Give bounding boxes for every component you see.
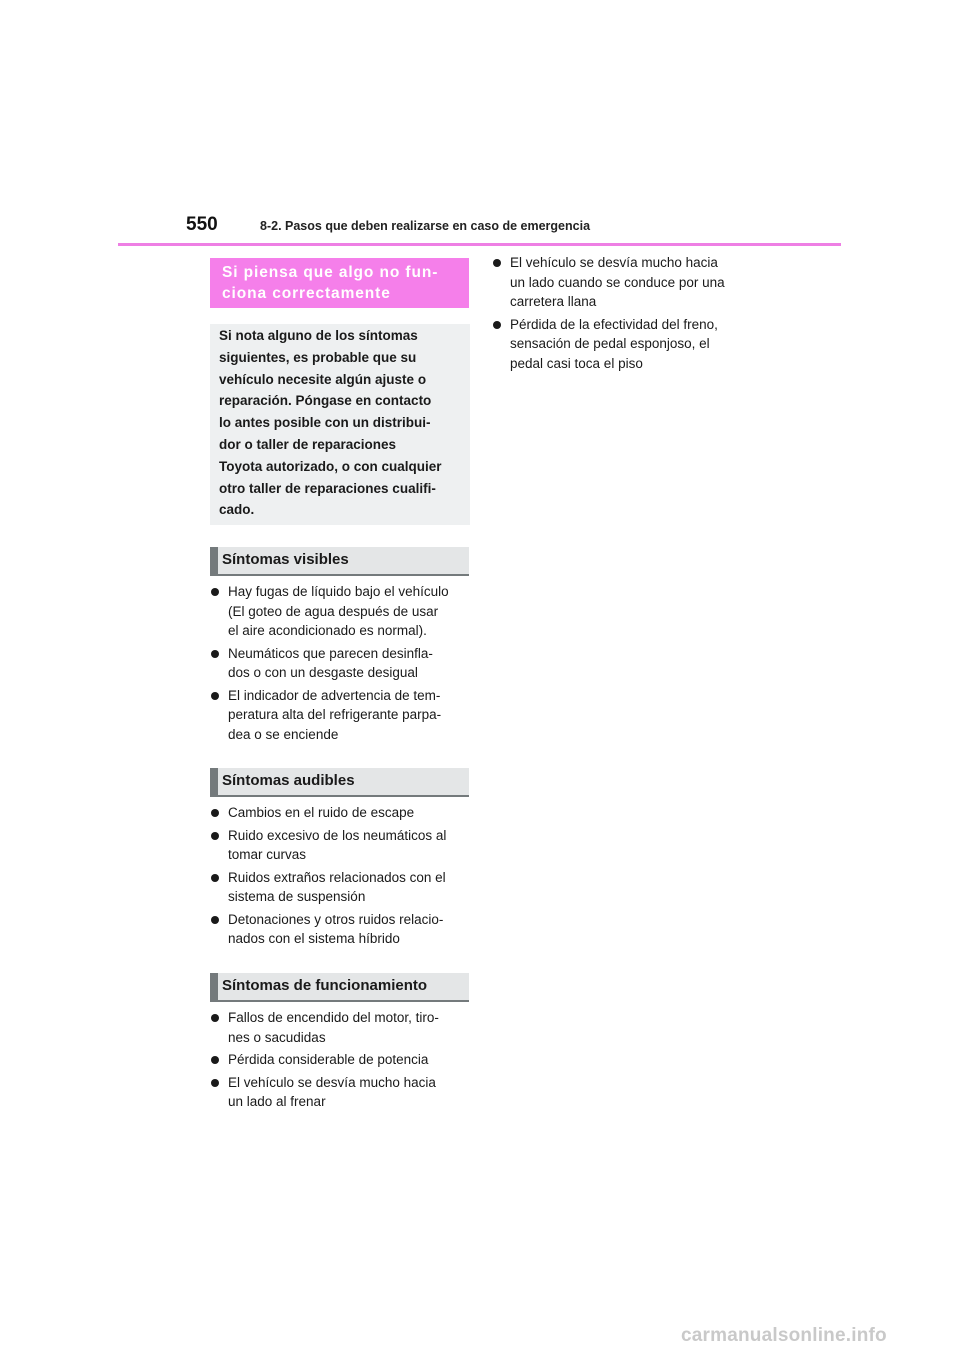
item-line: nados con el sistema híbrido	[228, 931, 400, 946]
item-line: sistema de suspensión	[228, 889, 366, 904]
item-line: Ruidos extraños relacionados con el	[228, 869, 446, 885]
item-line: Hay fugas de líquido bajo el vehículo	[228, 584, 449, 599]
list-item	[210, 910, 475, 949]
visible-symptoms-list	[210, 582, 475, 747]
item-line: nes o sacudidas	[228, 1029, 326, 1045]
bullet-icon	[211, 832, 219, 840]
notice-line: reparación. Póngase en contacto	[219, 393, 432, 409]
item-line: dos o con un desgaste desigual	[228, 665, 418, 680]
item-line: Pérdida de la efectividad del freno,	[510, 316, 718, 332]
bullet-icon	[211, 1014, 219, 1022]
notice-box	[210, 324, 470, 525]
list-item	[210, 1073, 475, 1112]
item-line: Neumáticos que parecen desinfla-	[228, 645, 433, 661]
item-line: Fallos de encendido del motor, tiro-	[228, 1010, 439, 1025]
item-line: El vehículo se desvía mucho hacia	[228, 1074, 436, 1090]
item-line: carretera llana	[510, 294, 597, 309]
item-line: peratura alta del refrigerante parpa-	[228, 707, 442, 722]
bullet-icon	[211, 916, 219, 924]
list-item	[210, 1050, 475, 1070]
list-item	[210, 644, 475, 683]
item-line: Cambios en el ruido de escape	[228, 805, 415, 820]
item-line: Pérdida considerable de potencia	[228, 1052, 429, 1067]
item-line: (El goteo de agua después de usar	[228, 603, 439, 619]
item-line: dea o se enciende	[228, 726, 339, 742]
bullet-icon	[211, 588, 219, 596]
item-line: tomar curvas	[228, 847, 307, 862]
bullet-icon	[493, 321, 501, 329]
notice-line: vehículo necesite algún ajuste o	[219, 371, 427, 387]
list-item	[210, 686, 475, 745]
notice-line: cado.	[219, 502, 255, 518]
bullet-icon	[211, 650, 219, 658]
bullet-icon	[211, 809, 219, 817]
item-line: sensación de pedal esponjoso, el	[510, 336, 710, 351]
notice-line: Si nota alguno de los síntomas	[219, 328, 418, 343]
item-line: El indicador de advertencia de tem-	[228, 687, 441, 703]
list-item	[210, 803, 475, 823]
audible-symptoms-list	[210, 803, 475, 952]
watermark-text: carmanualsonline.info	[681, 1325, 887, 1346]
running-header: 8-2. Pasos que deben realizarse en caso de emergencia	[260, 219, 591, 233]
operational-symptoms-list-continued	[492, 253, 754, 376]
notice-line: lo antes posible con un distribui-	[219, 415, 431, 431]
notice-line: Toyota autorizado, o con cualquier	[219, 458, 442, 474]
list-item	[210, 868, 475, 907]
header-rule	[118, 243, 841, 246]
notice-line: dor o taller de reparaciones	[219, 436, 397, 452]
bullet-icon	[211, 874, 219, 882]
subheading-audible: Síntomas audibles	[210, 768, 469, 797]
item-line: un lado cuando se conduce por una	[510, 274, 725, 290]
list-item	[492, 253, 754, 312]
notice-line: siguientes, es probable que su	[219, 349, 417, 365]
notice-line: otro taller de reparaciones cualifi-	[219, 480, 436, 496]
list-item	[210, 1008, 475, 1047]
operational-symptoms-list	[210, 1008, 475, 1115]
section-title	[222, 262, 457, 304]
bullet-icon	[493, 259, 501, 267]
item-line: el aire acondicionado es normal).	[228, 623, 427, 638]
notice-text	[219, 325, 462, 521]
list-item	[210, 826, 475, 865]
list-item	[210, 582, 475, 641]
section-title-box	[210, 258, 469, 308]
item-line: Detonaciones y otros ruidos relacio-	[228, 911, 444, 927]
subheading-visible: Síntomas visibles	[210, 547, 469, 576]
list-item	[492, 315, 754, 374]
bullet-icon	[211, 1056, 219, 1064]
item-line: Ruido excesivo de los neumáticos al	[228, 827, 447, 843]
bullet-icon	[211, 1079, 219, 1087]
bullet-icon	[211, 692, 219, 700]
page-number: 550	[186, 214, 218, 235]
section-title-line: Si piensa que algo no fun-	[222, 264, 439, 281]
item-line: El vehículo se desvía mucho hacia	[510, 255, 718, 270]
item-line: un lado al frenar	[228, 1094, 326, 1109]
item-line: pedal casi toca el piso	[510, 355, 643, 371]
subheading-operational: Síntomas de funcionamiento	[210, 973, 469, 1002]
section-title-line: ciona correctamente	[222, 285, 391, 302]
